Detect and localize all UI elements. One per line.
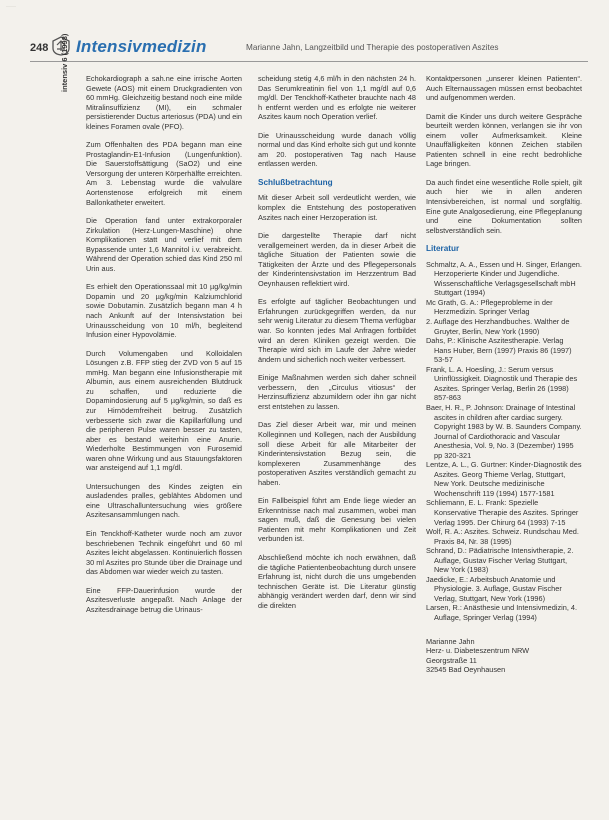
address-line: Herz- u. Diabeteszentrum NRW: [426, 646, 530, 656]
paragraph: Es erfolgte auf täglicher Beobachtungen und Erfahrungen zurückgegriffen werden, da nur sehr wenig Literatur zu diesem Thema verfügbar war. So konnten jedes Mal Anfragen fortbildet wird an deren Kliniken gezeigt werden. Die Therapie wird sich im Laufe der Jahre wieder ändern und sicherlich noch weiter verbessert.: [258, 297, 416, 364]
reference-item: Schliemann, E. L. Frank: Spezielle Konservative Therapie des Aszites. Springer Verlag 1995. Der Chirurg 64 (1993) 7-15: [426, 498, 579, 527]
paragraph: Eine FFP-Dauerinfusion wurde der Aszitesverluste angepaßt. Nach Anlage der Aszitesdrainage betrug die Urinaus-: [86, 585, 242, 614]
scan-mark: ·····: [6, 4, 16, 10]
paragraph: Ein Tenckhoff-Katheter wurde noch am zuvor beschriebenen Technik eingeführt und 60 ml Aszites leicht abgelassen. Kontinuierlich flossen 30 ml Aszites pro Stunde über die Drainage und das Abdomen war wieder weich zu tasten.: [86, 528, 242, 577]
reference-item: Wolf, R. A.: Aszites. Schweiz. Rundschau Med. Praxis 84, Nr. 38 (1995): [426, 527, 579, 546]
section-heading: Schlußbetrachtung: [258, 177, 333, 187]
header-rule: [30, 61, 588, 62]
paragraph: Einige Maßnahmen werden sich daher schneil verbessern, den „Circulus vitiosus“ der Herzinsuffizienz abzumildern oder ihn gar nicht erst entstehen zu lassen.: [258, 373, 416, 411]
reference-item: 2. Auflage des Herzhandbuches. Walther de Gruyter, Berlin, New York (1990): [426, 317, 570, 336]
paragraph: Ein Fallbeispiel führt am Ende liege wieder an Erkenntnisse nach mal zusammen, wobei man sagen muß, daß die Genesung bei vielen Patienten mit mehr Komplikationen und Zeit verbunden ist.: [258, 496, 416, 544]
reference-item: Larsen, R.: Anästhesie und Intensivmedizin, 4. Auflage, Springer Verlag (1994): [426, 603, 578, 622]
address-line: Georgstraße 11: [426, 655, 477, 665]
reference-item: Baer, H. R., P. Johnson: Drainage of Intestinal ascites in children after cardiac surgery. Copyright 1983 by W. B. Saunders Company. Journal of Cardiothoracic and Vascular Anesthesia, Vol. 9, No. 3 (Dezember) 1995 pp 320-321: [426, 402, 582, 460]
column-3: [426, 74, 582, 675]
column-3-paragraphs: [426, 74, 582, 235]
reference-item: Dahs, P.: Klinische Aszitestherapie. Verlag Hans Huber, Bern (1997) Praxis 86 (1997) 53-57: [426, 336, 572, 365]
paragraph: Damit die Kinder uns durch weitere Gespräche beurteilt werden können, verlangen sie ihr von einem voller Aufmerksamkeit. Kleine Unauffälligkeiten können Zeichen stabilen Patienten schnell in eine recht bedrohliche Lage bringen.: [426, 111, 582, 169]
paragraph: Abschließend möchte ich noch erwähnen, daß die tägliche Patientenbeobachtung durch unsere Erfahrung ist, nicht durch die uns umgebenden technischen Geräte ist. Die Literatur günstig abhängig verändert werden darf, denn wir sind die direkten: [258, 552, 416, 610]
reference-item: Frank, L. A. Hoesling, J.: Serum versus Urinflüssigkeit. Diagnostik und Therapie des Aszites. Springer Verlag, Berlin 26 (1998) 857-863: [426, 364, 578, 403]
paragraph: Da auch findet eine wesentliche Rolle spielt, gilt auch hier wie in allen anderen Intensivbereichen, ist normal und sorgfältig. Eine gute Analgosedierung, eine Pflegeplanung und eine Dokumentation sollten selbstverständlich sein.: [426, 177, 582, 235]
paragraph: Mit dieser Arbeit soll verdeutlicht werden, wie komplex die Entstehung des postoperativen Aszites nach einer Herzoperation ist.: [258, 193, 416, 222]
paragraph: Die Urinausscheidung wurde danach völlig normal und das Kind erholte sich gut und konnte am 20. postoperativen Tag nach Hause entlassen werden.: [258, 130, 416, 169]
paragraph: Untersuchungen des Kindes zeigten ein ausladendes pralles, geblähtes Abdomen und eine Ultraschalluntersuchung wies größere Aszitesansammlungen nach.: [86, 481, 242, 520]
page-header: [30, 36, 590, 62]
paragraph: Kontaktpersonen „unserer kleinen Patienten“. Auch Elternaussagen müssen ernst beobachtet und aufgenommen werden.: [426, 74, 582, 103]
paragraph: Die dargestellte Therapie darf nicht verallgemeinert werden, da in dieser Arbeit die tägliche Situation der Patienten sowie die Tätigkeiten der Ärzte und des Pflegepersonals der Kinderintensivstation im Herzzentrum Bad Oeynhausen reflektiert wird.: [258, 231, 416, 288]
paragraph: scheidung stetig 4,6 ml/h in den nächsten 24 h. Das Serumkreatinin fiel von 1,1 mg/dl auf 0,6 mg/dl. Der Tenckhoff-Katheter brauchte nach 48 h entfernt werden und es erfolgte nie weiterer Aszites kaum noch Operation verlief.: [258, 74, 416, 122]
column-2: [258, 74, 416, 619]
reference-item: Jaedicke, E.: Arbeitsbuch Anatomie und Physiologie. 3. Auflage, Gustav Fischer Verlag, Stuttgart, New York (1996): [426, 574, 562, 603]
journal-title: Intensivmedizin: [76, 37, 207, 56]
reference-item: Schmaltz, A. A., Essen und H. Singer, Erlangen. Herzoperierte Kinder und Jugendliche. Wissenschaftliche Verlagsgesellschaft mbH Stuttgart (1994): [426, 259, 582, 298]
side-label: intensiv 6 (1998): [60, 33, 69, 92]
reference-item: Lentze, A. L., G. Gurtner: Kinder-Diagnostik des Aszites. Georg Thieme Verlag, Stuttgart, New York. Deutsche medizinische Wochenschrift 119 (1994) 1577-1581: [426, 460, 582, 498]
paragraph: Echokardiograph a sah.ne eine irrische Aorten Gewete (AOS) mit einem Druckgradienten von 60 mmHg. Gleichzeitig bestand noch eine milde Mitralinsuffizienz (MI), ein schmaler persistierender Ductus arteriosus (PDA) und ein kleines Foramen ovale (PFO).: [86, 74, 242, 131]
author-address: [426, 637, 582, 675]
column-1: [86, 74, 242, 623]
paragraph: Die Operation fand unter extrakorporaler Zirkulation (Herz-Lungen-Maschine) ohne Komplikationen statt und verlief mit dem Bypassende unter 1,6 Mannitol i.v. verabreicht. Während der Operation schied das Kind 250 ml Urin aus.: [86, 216, 242, 273]
reference-item: Mc Grath, G. A.: Pflegeprobleme in der Herzmedizin. Springer Verlag: [426, 297, 553, 317]
reference-item: Schrand, D.: Pädiatrische Intensivtherapie, 2. Auflage, Gustav Fischer Verlag Stuttgart, New York (1983): [426, 546, 574, 575]
address-line: Marianne Jahn: [426, 636, 475, 646]
paragraph: Es erhielt den Operationssaal mit 10 µg/kg/min Dopamin und 20 µg/kg/min Kalziumchlorid sowie Dobutamin. Zusätzlich begann man 4 h nach Ankunft auf der Intensivstation bei Urinausscheidung von 10 ml/h, begleitend Infusion einer Hypovolämie.: [86, 282, 242, 340]
paragraph: Das Ziel dieser Arbeit war, mir und meinen Kolleginnen und Kollegen, nach der Ausbildung soll diese Arbeit für alle Mitarbeiter der Kinderintensivstation Bezug sein, die komplexeren Zusammenhänge des postoperativen Aszites verständlich gemacht zu haben.: [258, 420, 416, 487]
paragraph: Durch Volumengaben und Kolloidalen Lösungen z.B. FFP stieg der ZVD von 5 auf 15 mmHg. Man begann eine Infusionstherapie mit Albumin, aus einem ausreichenden Blutdruck zu schaffen, und reduzierte die Dopamindosierung auf 5 µg/kg/min, so daß es zur Hirnödemfreiheit beitrug. Zusätzlich verbesserte sich zwar die Kapillarfüllung und die peripheren Pulse waren besser zu tasten, aber es bestand weiterhin eine Anurie. Wiederholte Bestimmungen von Furosemid waren ohne Wirkung und aus Stauungsfaktoren war ansteigend auf 1,1 mg/dl.: [86, 348, 242, 473]
literature-heading: Literatur: [426, 244, 460, 254]
paragraph: Zum Offenhalten des PDA begann man eine Prostaglandin-E1-Infusion (Lungenfunktion). Die Sauerstoffsättigung (SaO2) und eine Versorgung der unteren Körperhälfte erreichten. Am 3. Lebenstag wurde die valvuläre Aortenstenose erfolgreich mit einem Ballonkatheter erweitert.: [86, 140, 242, 207]
running-head: Marianne Jahn, Langzeitbild und Therapie des postoperativen Aszites: [246, 43, 499, 52]
page-number: 248: [30, 42, 49, 54]
reference-list: [426, 260, 582, 623]
address-line: 32545 Bad Oeynhausen: [426, 665, 506, 675]
